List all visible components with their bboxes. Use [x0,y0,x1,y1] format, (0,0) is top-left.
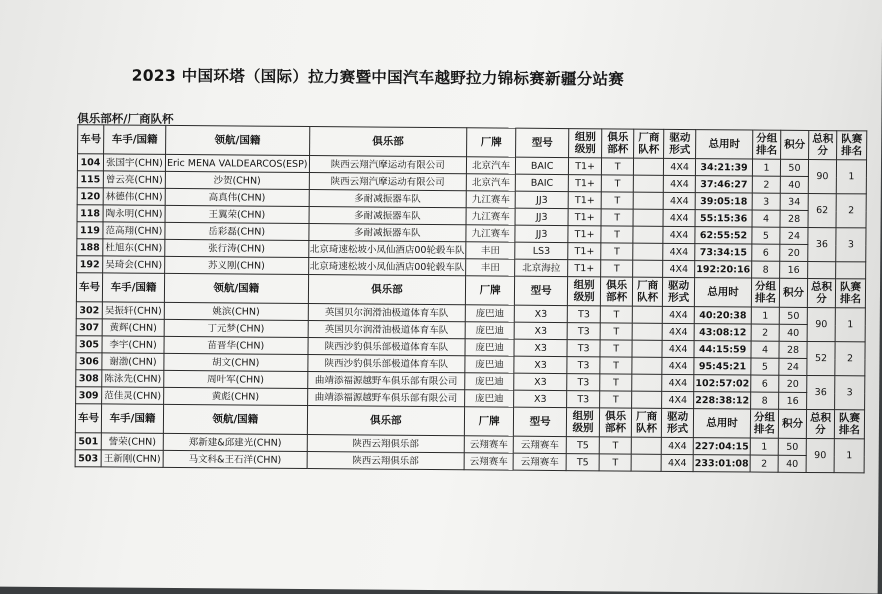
team-rank: 2 [836,194,866,228]
drive-type: 4X4 [661,437,693,454]
driver-name: 曾云亮(CHN) [103,171,165,188]
class-value: T5 [566,437,599,454]
team-total-points: 36 [808,227,836,261]
header-total-time: 总用时 [696,130,753,159]
header-drive: 驱动形式 [662,408,694,437]
team-rank: 2 [835,342,865,376]
class-value: T3 [567,357,600,374]
model-name: JJ3 [515,225,568,242]
header-car-no: 车号 [76,273,102,302]
model-name: X3 [514,339,567,356]
group-rank: 8 [752,261,780,278]
total-time: 233:01:08 [693,455,750,472]
points: 16 [779,392,807,409]
model-name: JJ3 [515,191,568,208]
club-name: 英国贝尔润滑油极道体育车队 [308,321,466,339]
header-team-rank: 队赛排名 [835,279,865,308]
drive-type: 4X4 [663,243,695,260]
brand-name: 庞巴迪 [465,390,514,407]
club-cup-mark: T [601,260,633,277]
codriver-name: Eric MENA VALDEARCOS(ESP) [165,154,309,172]
club-name: 陕西云翔俱乐部 [307,435,465,453]
driver-name: 陈泳先(CHN) [102,370,164,387]
car-number: 309 [76,387,102,404]
codriver-name: 沙贺(CHN) [165,171,309,189]
driver-name: 范高翔(CHN) [103,222,165,239]
maker-cup-mark [633,260,663,277]
drive-type: 4X4 [663,226,695,243]
class-value: T1+ [569,158,602,175]
class-value: T3 [567,323,600,340]
group-rank: 4 [751,341,779,358]
header-maker-cup: 厂商队杯 [633,277,663,306]
total-time: 34:21:39 [696,159,753,176]
club-cup-mark: T [599,454,631,471]
driver-name: 张国宇(CHN) [103,154,165,171]
total-time: 227:04:15 [693,438,750,455]
header-group-rank: 分组排名 [750,409,778,438]
model-name: 北京海拉 [515,259,568,276]
group-rank: 3 [752,193,780,210]
driver-name: 吴振轩(CHN) [102,302,164,319]
brand-name: 九江赛车 [466,208,515,225]
car-number: 302 [76,302,102,319]
page-title: 2023 中国环塔（国际）拉力赛暨中国汽车越野拉力锦标赛新疆分站赛 [131,66,625,89]
drive-type: 4X4 [662,391,694,408]
car-number: 306 [76,353,102,370]
team-rank: 3 [836,228,866,262]
drive-type: 4X4 [664,158,696,175]
club-name: 陕西沙豹俱乐部极道体育车队 [308,338,466,356]
total-time: 43:08:12 [694,324,751,341]
club-name: 陕西云翔汽摩运动有限公司 [309,156,467,174]
class-value: T1+ [568,260,601,277]
class-value: T1+ [568,209,601,226]
header-club: 俱乐部 [309,127,467,157]
header-total-points: 总积分 [807,278,835,307]
group-rank: 6 [751,375,779,392]
points: 50 [778,438,806,455]
team-total-points: 52 [807,341,835,375]
total-time: 39:05:18 [695,193,752,210]
group-rank: 2 [751,324,779,341]
points: 50 [779,307,807,324]
header-points: 积分 [779,278,807,307]
class-value: T5 [566,454,599,471]
group-rank: 1 [752,159,780,176]
model-name: X3 [514,322,567,339]
team-rank: 1 [834,439,864,473]
brand-name: 庞巴迪 [465,373,514,390]
class-value: T3 [567,306,600,323]
header-brand: 厂牌 [467,128,516,157]
header-club-cup: 俱乐部杯 [601,277,633,306]
brand-name: 庞巴迪 [465,322,514,339]
maker-cup-mark [633,192,663,209]
group-rank: 8 [751,392,779,409]
car-number: 501 [75,433,101,450]
driver-name: 吴琦会(CHN) [103,256,165,273]
model-name: LS3 [515,242,568,259]
car-number: 192 [77,256,103,273]
maker-cup-mark [632,306,662,323]
club-cup-mark: T [600,391,632,408]
brand-name: 庞巴迪 [465,305,514,322]
group-rank: 5 [752,227,780,244]
team-rank: 1 [835,308,865,342]
club-cup-mark: T [601,192,633,209]
driver-name: 訾荣(CHN) [101,433,163,450]
car-number: 120 [77,188,103,205]
header-team-rank: 队赛排名 [837,131,867,160]
header-total-points: 总积分 [809,130,837,159]
club-cup-mark: T [601,175,633,192]
car-number: 118 [77,205,103,222]
header-brand: 厂牌 [465,407,514,436]
maker-cup-mark [633,243,663,260]
club-cup-mark: T [600,357,632,374]
header-total-points: 总积分 [806,409,834,438]
drive-type: 4X4 [663,175,695,192]
points: 50 [780,159,808,176]
club-cup-mark: T [602,158,634,175]
club-name: 北京琦速松坡小凤仙酒店00轮毂车队 [308,258,466,276]
results-table [75,124,868,473]
header-brand: 厂牌 [466,276,515,305]
total-time: 44:15:59 [694,341,751,358]
total-time: 73:34:15 [695,244,752,261]
maker-cup-mark [633,175,663,192]
maker-cup-mark [632,357,662,374]
brand-name: 九江赛车 [466,191,515,208]
header-model: 型号 [516,128,569,157]
car-number: 307 [76,319,102,336]
codriver-name: 高真伟(CHN) [165,188,309,206]
club-name: 曲靖添福源越野车俱乐部有限公司 [307,372,465,390]
class-value: T1+ [568,243,601,260]
team-rank: 1 [836,160,866,194]
group-rank: 1 [750,438,778,455]
team-total-points: 36 [807,375,835,409]
brand-name: 九江赛车 [466,225,515,242]
club-name: 陕西云翔俱乐部 [307,452,465,470]
model-name: JJ3 [515,208,568,225]
total-time: 102:57:02 [694,375,751,392]
brand-name: 云翔赛车 [464,436,513,453]
points: 24 [780,227,808,244]
codriver-name: 丁元梦(CHN) [164,319,308,337]
brand-name: 云翔赛车 [464,453,513,470]
points: 40 [779,324,807,341]
brand-name: 北京汽车 [466,174,515,191]
club-cup-mark: T [600,306,632,323]
header-model: 型号 [515,276,568,305]
header-class: 组别级别 [569,129,602,158]
header-points: 积分 [781,130,809,159]
maker-cup-mark [632,391,662,408]
group-rank: 4 [752,210,780,227]
car-number: 503 [75,450,101,467]
codriver-name: 马文科&王石洋(CHN) [163,450,307,468]
header-group-rank: 分组排名 [751,278,779,307]
drive-type: 4X4 [661,454,693,471]
header-club-cup: 俱乐部杯 [602,129,634,158]
brand-name: 丰田 [466,259,515,276]
header-codriver: 领航/国籍 [163,404,307,434]
section-label: 俱乐部杯/厂商队杯 [77,111,174,126]
points: 40 [780,176,808,193]
points: 40 [778,455,806,472]
drive-type: 4X4 [663,192,695,209]
club-name: 多耐减振器车队 [309,190,467,208]
car-number: 308 [76,370,102,387]
model-name: X3 [514,390,567,407]
codriver-name: 周叶军(CHN) [164,370,308,388]
maker-cup-mark [632,323,662,340]
drive-type: 4X4 [662,340,694,357]
model-name: 云翔赛车 [513,436,566,453]
car-number: 104 [77,154,103,171]
class-value: T3 [567,374,600,391]
header-driver: 车手/国籍 [104,125,166,154]
driver-name: 林德伟(CHN) [103,188,165,205]
brand-name: 北京汽车 [467,157,516,174]
group-rank: 2 [752,176,780,193]
club-name: 多耐减振器车队 [309,207,467,225]
model-name: X3 [514,373,567,390]
maker-cup-mark [634,158,664,175]
codriver-name: 胡文(CHN) [164,353,308,371]
codriver-name: 张行涛(CHN) [165,239,309,257]
maker-cup-mark [633,209,663,226]
header-car-no: 车号 [78,125,104,154]
group-rank: 2 [750,455,778,472]
group-rank: 5 [751,358,779,375]
group-rank: 6 [752,244,780,261]
class-value: T1+ [568,175,601,192]
model-name: 云翔赛车 [513,453,566,470]
club-cup-mark: T [601,226,633,243]
class-value: T3 [567,340,600,357]
codriver-name: 岳彩磊(CHN) [165,222,309,240]
brand-name: 丰田 [466,242,515,259]
points: 28 [779,341,807,358]
header-points: 积分 [778,409,806,438]
model-name: BAIC [515,174,568,191]
team-total-points: 90 [807,307,835,341]
header-total-time: 总用时 [694,409,751,438]
club-name: 多耐减振器车队 [308,224,466,242]
header-driver: 车手/国籍 [102,273,164,302]
header-club: 俱乐部 [307,406,465,436]
header-drive: 驱动形式 [663,277,695,306]
codriver-name: 王翼荣(CHN) [165,205,309,223]
driver-name: 李宇(CHN) [102,336,164,353]
total-time: 228:38:12 [694,392,751,409]
group-rank: 1 [751,307,779,324]
header-drive: 驱动形式 [664,129,696,158]
driver-name: 王新刚(CHN) [101,450,163,467]
drive-type: 4X4 [662,323,694,340]
class-value: T1+ [568,226,601,243]
total-time: 40:20:38 [694,307,751,324]
total-time: 192:20:16 [695,261,752,278]
club-cup-mark: T [600,340,632,357]
drive-type: 4X4 [662,374,694,391]
maker-cup-mark [632,374,662,391]
header-codriver: 领航/国籍 [164,273,308,303]
team-total-points: 90 [806,438,834,472]
model-name: X3 [514,305,567,322]
empty-cell [836,262,866,279]
header-class: 组别级别 [567,408,600,437]
club-cup-mark: T [601,243,633,260]
points: 24 [779,358,807,375]
header-car-no: 车号 [75,404,101,433]
car-number: 115 [77,171,103,188]
points: 28 [780,210,808,227]
club-name: 陕西沙豹俱乐部极道体育车队 [307,355,465,373]
points: 34 [780,193,808,210]
driver-name: 杜旭东(CHN) [103,239,165,256]
total-time: 37:46:27 [695,176,752,193]
maker-cup-mark [632,340,662,357]
class-value: T3 [567,391,600,408]
header-group-rank: 分组排名 [753,130,781,159]
team-rank: 3 [835,376,865,410]
header-class: 组别级别 [568,277,601,306]
club-cup-mark: T [601,209,633,226]
car-number: 119 [77,222,103,239]
drive-type: 4X4 [662,306,694,323]
model-name: X3 [514,356,567,373]
maker-cup-mark [633,226,663,243]
drive-type: 4X4 [663,260,695,277]
codriver-name: 郑新建&邱建光(CHN) [163,433,307,451]
team-total-points: 90 [808,159,836,193]
team-total-points: 62 [808,193,836,227]
brand-name: 庞巴迪 [465,356,514,373]
car-number: 305 [76,336,102,353]
header-maker-cup: 厂商队杯 [634,129,664,158]
club-name: 英国贝尔润滑油极道体育车队 [308,304,466,322]
model-name: BAIC [516,157,569,174]
driver-name: 谢渤(CHN) [102,353,164,370]
points: 20 [780,244,808,261]
codriver-name: 苗晋华(CHN) [164,336,308,354]
header-team-rank: 队赛排名 [834,410,864,439]
header-total-time: 总用时 [695,278,752,307]
codriver-name: 姚滨(CHN) [164,302,308,320]
points: 16 [780,261,808,278]
codriver-name: 苏义刚(CHN) [165,256,309,274]
total-time: 55:15:36 [695,210,752,227]
total-time: 95:45:21 [694,358,751,375]
header-club: 俱乐部 [308,275,466,305]
header-club-cup: 俱乐部杯 [600,408,632,437]
club-name: 陕西云翔汽摩运动有限公司 [309,173,467,191]
maker-cup-mark [631,437,661,454]
empty-cell [808,261,836,278]
brand-name: 庞巴迪 [465,339,514,356]
driver-name: 范佳灵(CHN) [102,387,164,404]
header-model: 型号 [514,407,567,436]
club-cup-mark: T [600,323,632,340]
header-driver: 车手/国籍 [101,404,163,433]
drive-type: 4X4 [663,209,695,226]
total-time: 62:55:52 [695,227,752,244]
codriver-name: 黄彪(CHN) [164,387,308,405]
header-codriver: 领航/国籍 [166,125,310,155]
club-name: 曲靖添福源越野车俱乐部有限公司 [307,389,465,407]
points: 20 [779,375,807,392]
driver-name: 黄辉(CHN) [102,319,164,336]
class-value: T1+ [568,192,601,209]
driver-name: 陶永明(CHN) [103,205,165,222]
car-number: 188 [77,239,103,256]
club-cup-mark: T [599,437,631,454]
club-name: 北京琦速松坡小凤仙酒店00轮毂车队 [308,241,466,259]
maker-cup-mark [631,454,661,471]
drive-type: 4X4 [662,357,694,374]
club-cup-mark: T [600,374,632,391]
header-maker-cup: 厂商队杯 [632,408,662,437]
